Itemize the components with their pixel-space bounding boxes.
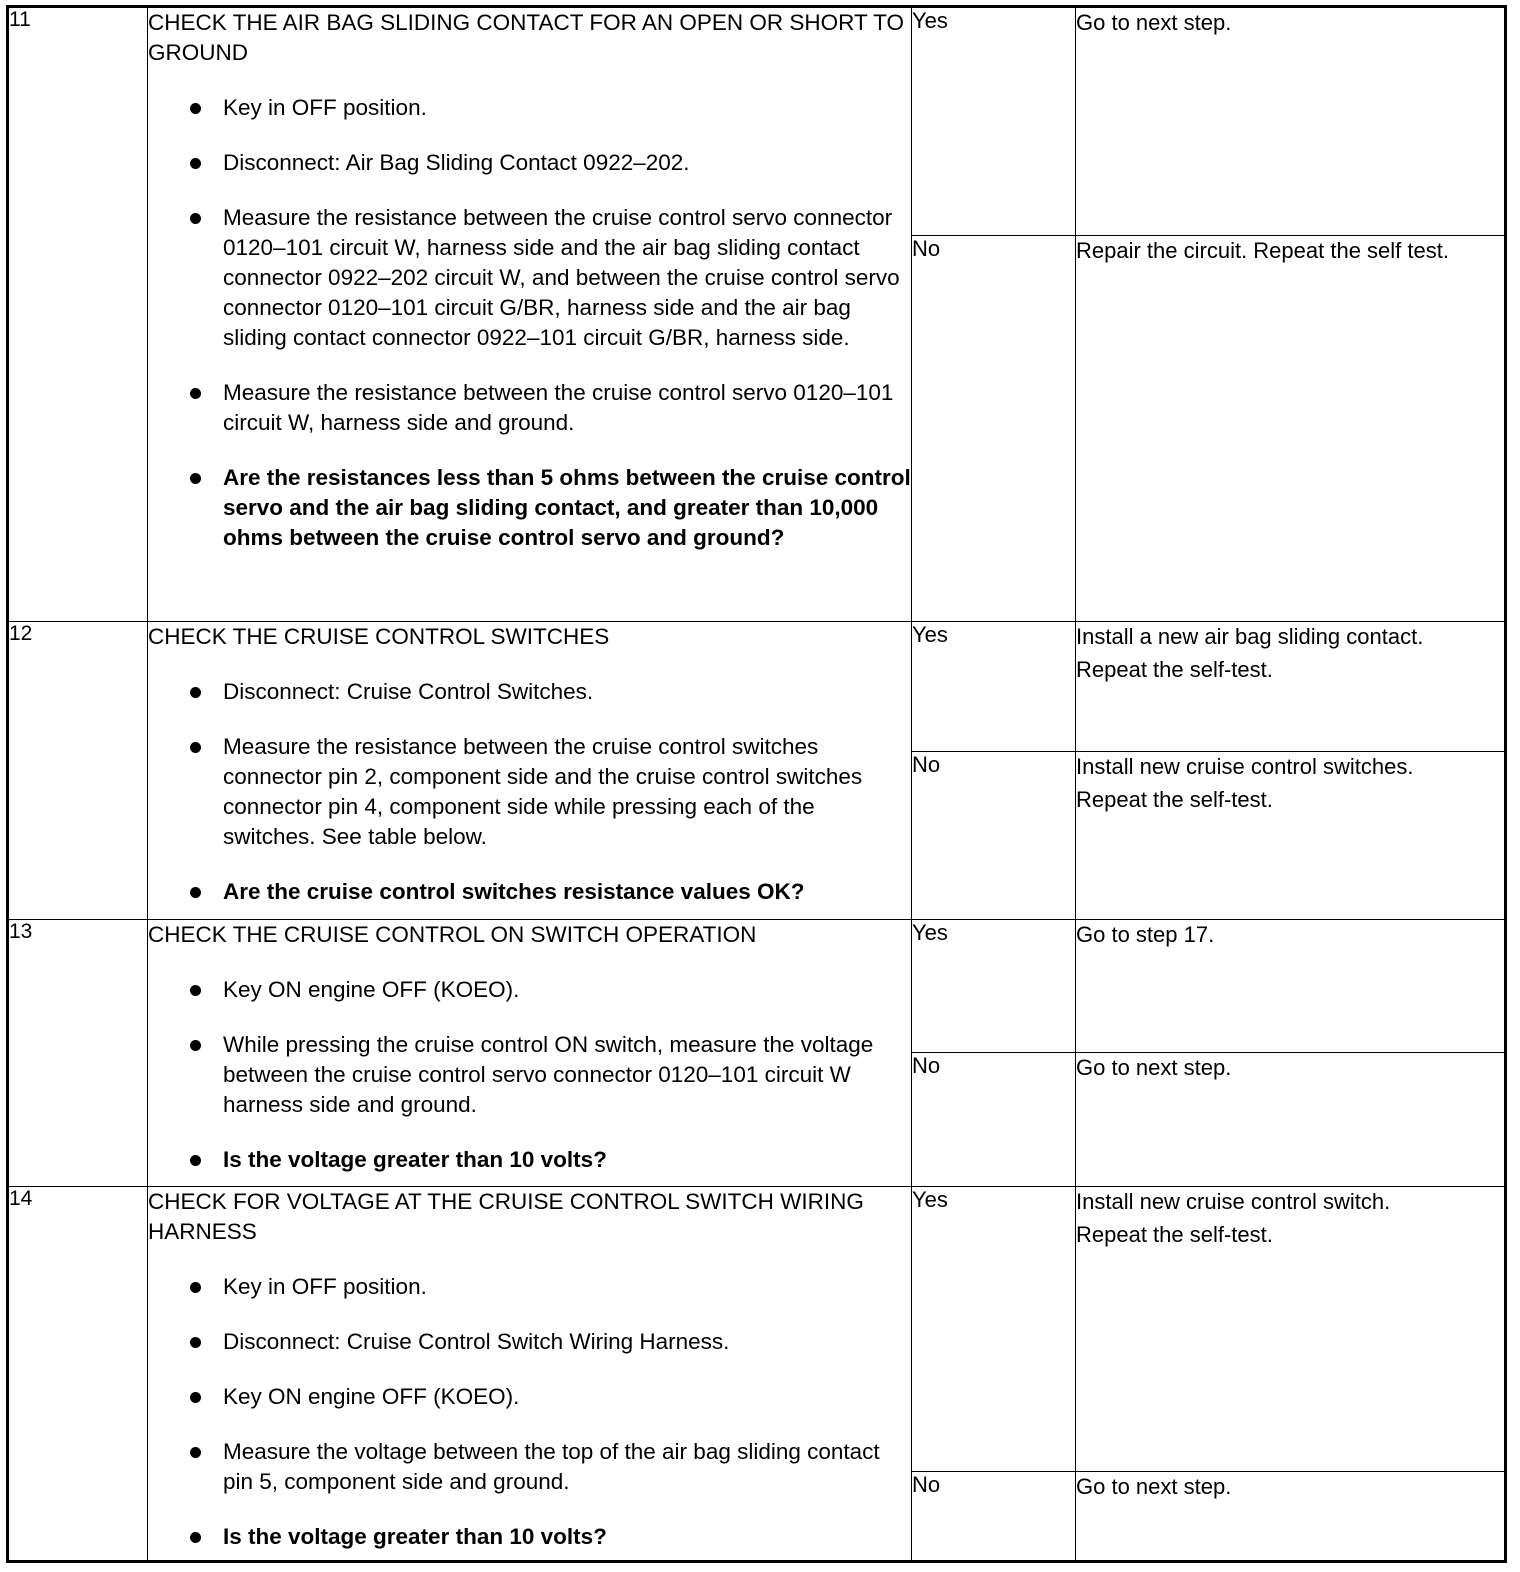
action-item: Disconnect: Cruise Control Switch Wiring Harness.: [148, 1327, 911, 1357]
action-item: Measure the resistance between the cruise control servo connector 0120–101 circuit W, harness side and the air bag sliding contact connector 0922–202 circuit W, and between the cruise control servo connector 0120–101 circuit G/BR, harness side and the air bag sliding contact connector 0922–101 circuit G/BR, harness side.: [148, 203, 911, 353]
answer-no: No: [912, 752, 1076, 920]
step-number: 14: [8, 1187, 148, 1562]
result-line: Install new cruise control switch.: [1076, 1189, 1391, 1214]
answer-yes: Yes: [912, 1187, 1076, 1472]
result-no: [1076, 752, 1506, 920]
step-row-11-yes: [8, 7, 1506, 236]
answer-no: No: [912, 236, 1076, 622]
action-list: [148, 93, 911, 553]
answer-no: No: [912, 1472, 1076, 1562]
action-item: Measure the resistance between the cruise control servo 0120–101 circuit W, harness side and ground.: [148, 378, 911, 438]
step-row-14-yes: [8, 1187, 1506, 1472]
result-no: Go to next step.: [1076, 1472, 1506, 1562]
step-action-cell: [148, 1187, 912, 1562]
action-item: Key ON engine OFF (KOEO).: [148, 975, 911, 1005]
action-list: [148, 1272, 911, 1552]
step-action-cell: [148, 7, 912, 622]
result-no: Go to next step.: [1076, 1053, 1506, 1187]
step-title: CHECK THE CRUISE CONTROL SWITCHES: [148, 624, 610, 649]
result-yes: [1076, 622, 1506, 752]
result-line: Repeat the self-test.: [1076, 657, 1273, 682]
action-item: Key ON engine OFF (KOEO).: [148, 1382, 911, 1412]
answer-yes: Yes: [912, 622, 1076, 752]
step-number: 13: [8, 920, 148, 1187]
step-question: Is the voltage greater than 10 volts?: [148, 1145, 911, 1175]
action-item: Key in OFF position.: [148, 93, 911, 123]
answer-no: No: [912, 1053, 1076, 1187]
result-no: Repair the circuit. Repeat the self test.: [1076, 236, 1506, 622]
result-line: Install new cruise control switches.: [1076, 754, 1414, 779]
step-action-cell: [148, 622, 912, 920]
result-yes: Go to step 17.: [1076, 920, 1506, 1053]
step-title: CHECK THE CRUISE CONTROL ON SWITCH OPERATION: [148, 922, 757, 947]
result-line: Repeat the self-test.: [1076, 787, 1273, 812]
diagnostic-table: [6, 5, 1507, 1563]
step-number: 11: [8, 7, 148, 622]
step-action-cell: [148, 920, 912, 1187]
action-item: Disconnect: Cruise Control Switches.: [148, 677, 911, 707]
action-item: Key in OFF position.: [148, 1272, 911, 1302]
result-line: Install a new air bag sliding contact.: [1076, 624, 1424, 649]
answer-yes: Yes: [912, 920, 1076, 1053]
answer-yes: Yes: [912, 7, 1076, 236]
action-item: Measure the voltage between the top of the air bag sliding contact pin 5, component side and ground.: [148, 1437, 911, 1497]
step-number: 12: [8, 622, 148, 920]
step-row-12-yes: [8, 622, 1506, 752]
step-title: CHECK FOR VOLTAGE AT THE CRUISE CONTROL SWITCH WIRING HARNESS: [148, 1189, 864, 1244]
action-list: [148, 677, 911, 907]
step-title: CHECK THE AIR BAG SLIDING CONTACT FOR AN OPEN OR SHORT TO GROUND: [148, 10, 904, 65]
step-question: Are the cruise control switches resistance values OK?: [148, 877, 911, 907]
action-list: [148, 975, 911, 1175]
result-yes: Go to next step.: [1076, 7, 1506, 236]
action-item: While pressing the cruise control ON switch, measure the voltage between the cruise control servo connector 0120–101 circuit W harness side and ground.: [148, 1030, 911, 1120]
action-item: Measure the resistance between the cruise control switches connector pin 2, component side and the cruise control switches connector pin 4, component side while pressing each of the switches. See table below.: [148, 732, 911, 852]
action-item: Disconnect: Air Bag Sliding Contact 0922–202.: [148, 148, 911, 178]
result-yes: [1076, 1187, 1506, 1472]
step-question: Is the voltage greater than 10 volts?: [148, 1522, 911, 1552]
step-question: Are the resistances less than 5 ohms between the cruise control servo and the air bag sliding contact, and greater than 10,000 ohms between the cruise control servo and ground?: [148, 463, 911, 553]
step-row-13-yes: [8, 920, 1506, 1053]
result-line: Repeat the self-test.: [1076, 1222, 1273, 1247]
